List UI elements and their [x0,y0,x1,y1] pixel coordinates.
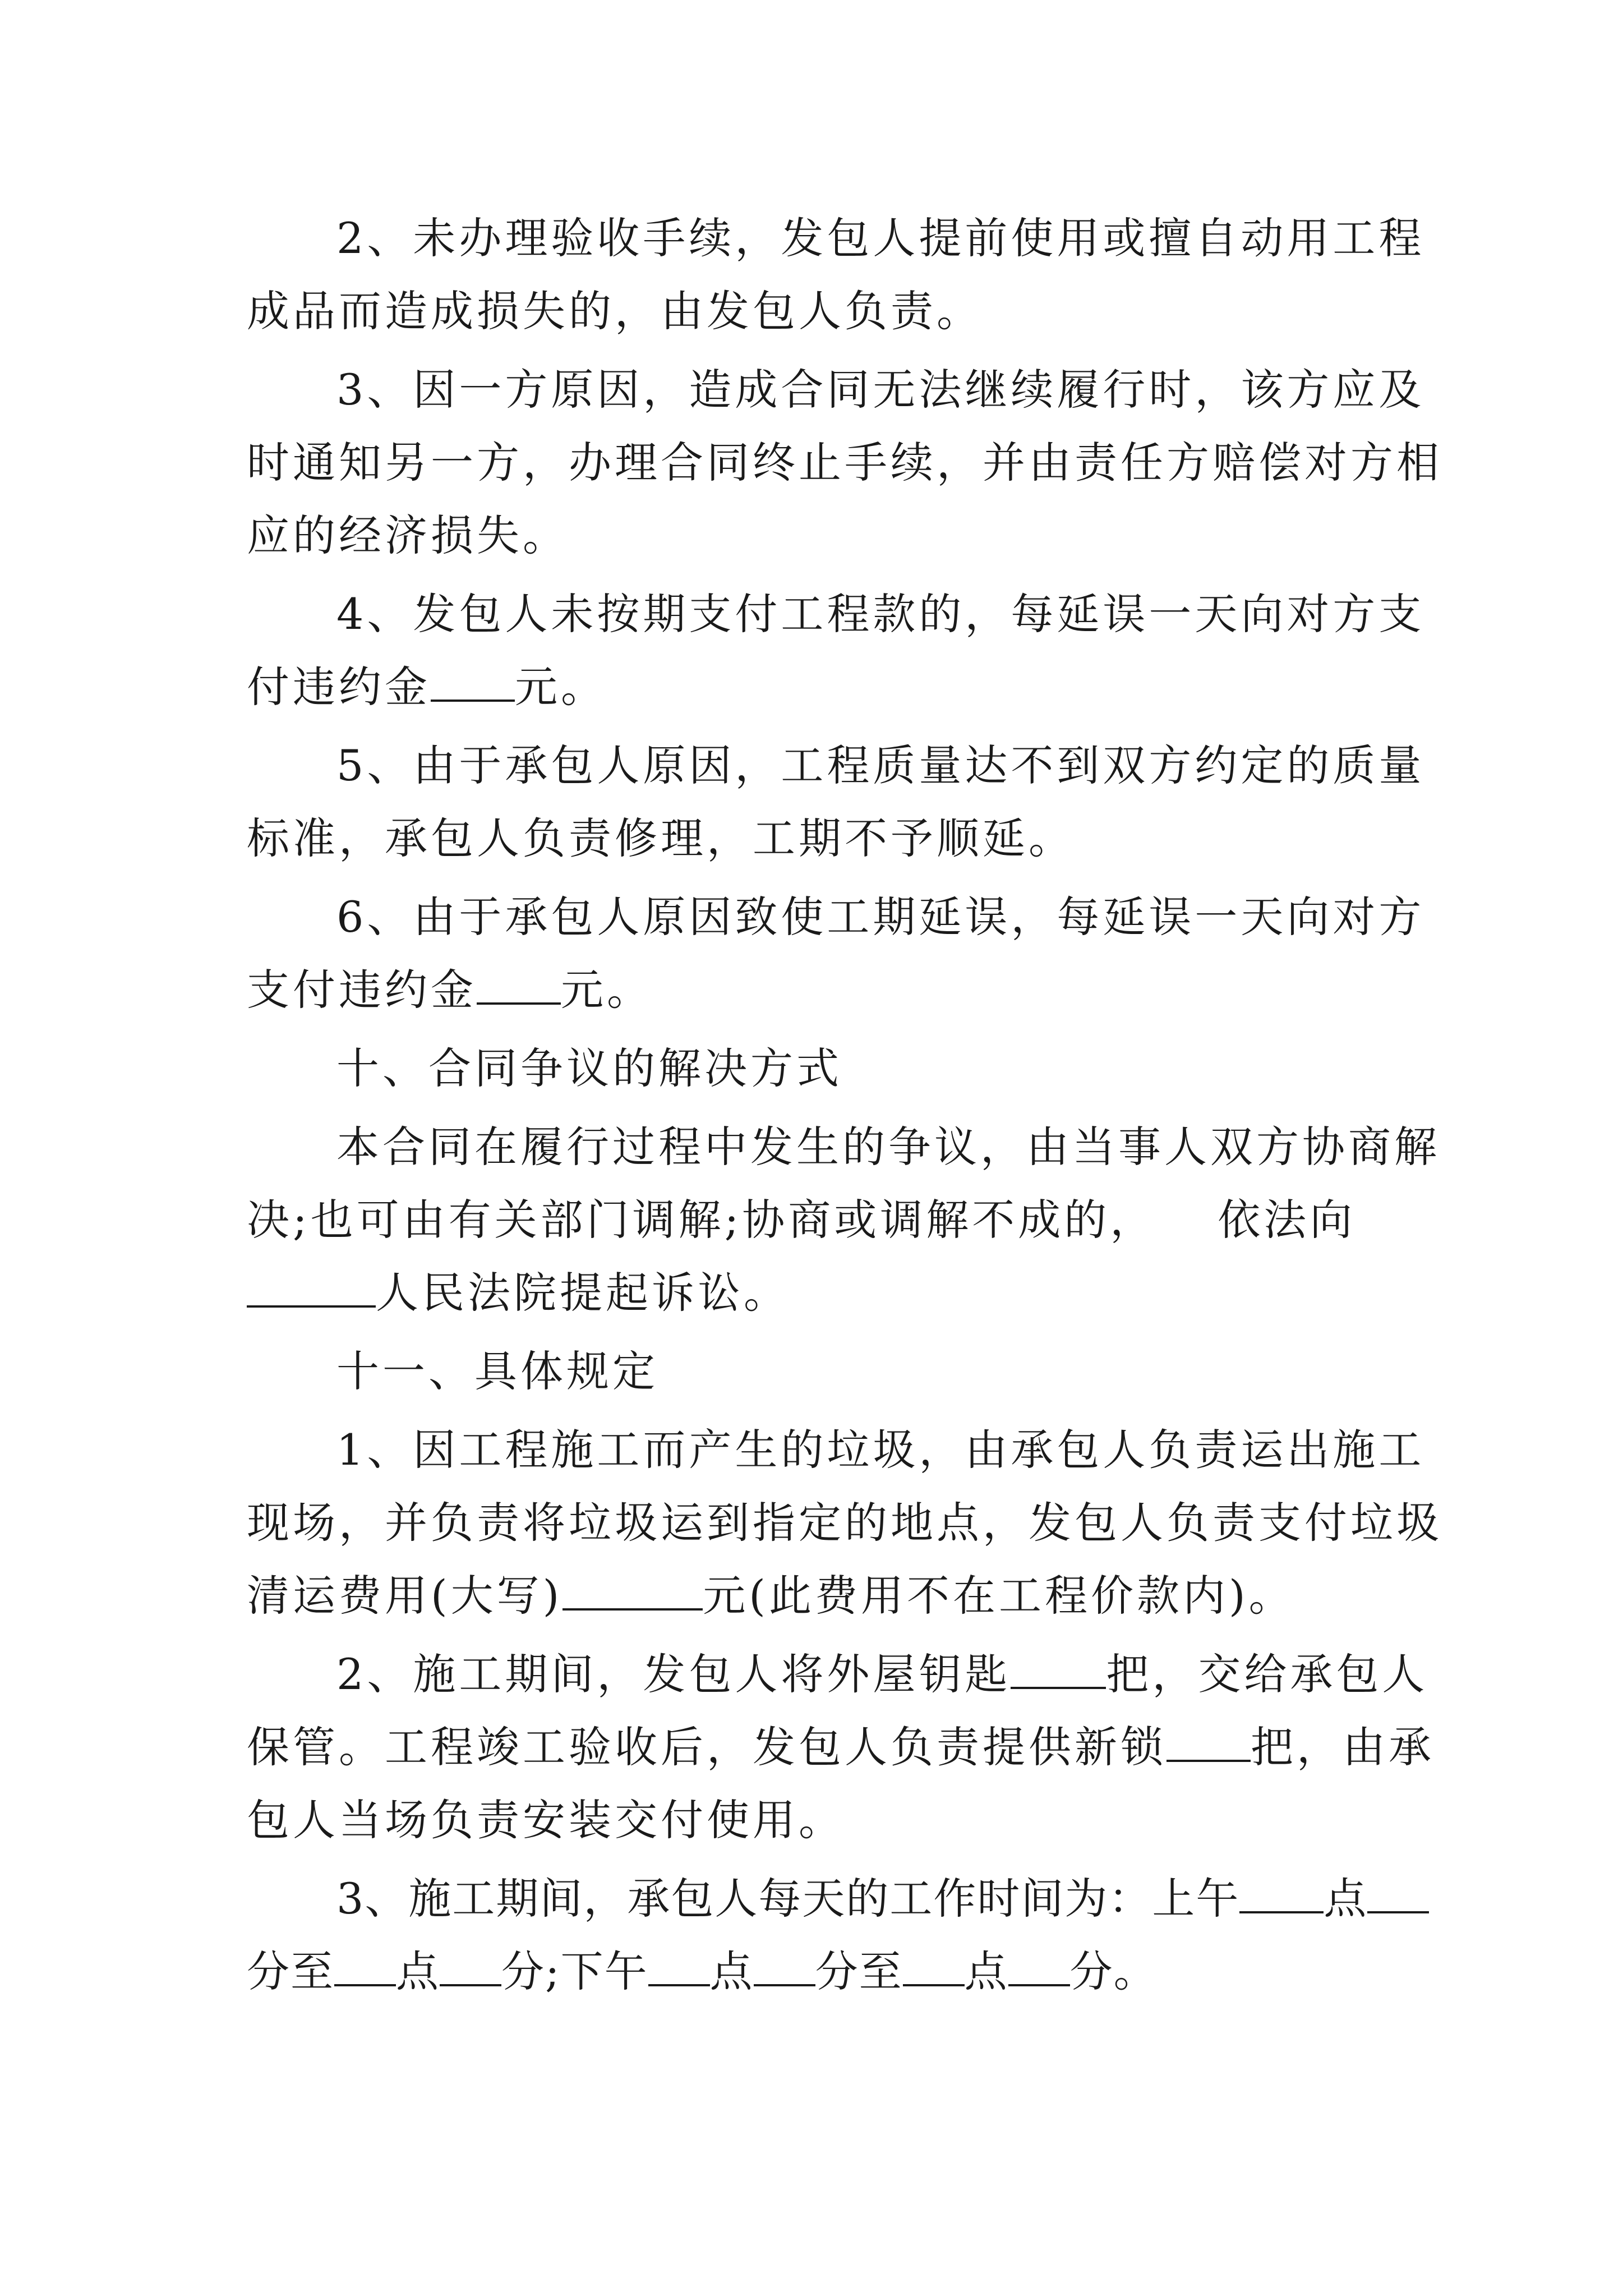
fill-in-blank [1166,1720,1251,1762]
text-line [247,656,607,718]
text-line: 5、由于承包人原因，工程质量达不到双方约定的质量 [336,740,1425,790]
text-fragment: 点 [964,1947,1008,1996]
text-fragment: 决;也可由有关部门调解;协商或调解不成的， [247,1195,1156,1245]
text-fragment: 2、施工期间，发包人将外屋钥匙 [336,1649,1011,1699]
text-line: 4、发包人未按期支付工程款的，每延误一天向对方支 [336,589,1425,639]
fill-in-blank [754,1945,815,1986]
text-fragment: 点 [396,1947,440,1996]
text-fragment: 元(此费用不在工程价款内)。 [703,1571,1295,1621]
text-line [247,1717,1435,1778]
text-fragment: 付违约金 [247,662,431,712]
text-fragment: 把，由承 [1251,1722,1435,1772]
fill-in-blank [1011,1648,1106,1689]
text-fragment: 支付违约金 [247,965,477,1015]
fill-in-blank [477,963,561,1005]
text-fragment: 分至 [247,1947,334,1996]
text-fragment: 分;下午 [501,1947,648,1996]
text-fragment: 点 [1324,1874,1368,1924]
text-fragment: 分至 [815,1947,903,1996]
text-line: 时通知另一方，办理合同终止手续，并由责任方赔偿对方相 [247,438,1442,487]
text-line: 应的经济损失。 [247,510,569,560]
text-line [247,1262,790,1324]
text-fragment: 保管。工程竣工验收后，发包人负责提供新锁 [247,1722,1166,1772]
text-line: 现场，并负责将垃圾运到指定的地点，发包人负责支付垃圾 [247,1498,1442,1548]
text-fragment: 分。 [1069,1947,1158,1996]
section-heading: 十、合同争议的解决方式 [336,1043,842,1093]
text-line: 本合同在履行过程中发生的争议，由当事人双方协商解 [336,1122,1440,1172]
text-line [336,1644,1428,1705]
fill-in-blank [431,660,515,702]
text-line [247,1565,1295,1627]
text-line: 3、因一方原因，造成合同无法继续履行时，该方应及 [336,365,1425,415]
text-line [247,1941,1158,2003]
text-fragment: 点 [709,1947,754,1996]
text-fragment: 人民法院提起诉讼。 [376,1268,790,1318]
text-line [247,959,653,1021]
text-line: 标准，承包人负责修理，工期不予顺延。 [247,813,1075,863]
section-heading: 十一、具体规定 [336,1346,658,1396]
text-fragment: 3、施工期间，承包人每天的工作时间为：上午 [336,1874,1240,1924]
text-fragment: 清运费用(大写) [247,1571,563,1621]
fill-in-blank [247,1266,376,1308]
text-line: 成品而造成损失的，由发包人负责。 [247,286,983,336]
text-fragment: 元。 [561,965,653,1015]
fill-in-blank [440,1945,501,1986]
fill-in-blank [1367,1872,1429,1913]
fill-in-blank [334,1945,396,1986]
text-line: 6、由于承包人原因致使工期延误，每延误一天向对方 [336,892,1425,942]
text-line [336,1868,1429,1930]
fill-in-blank [903,1945,965,1986]
text-line: 1、因工程施工而产生的垃圾，由承包人负责运出施工 [336,1425,1425,1475]
text-line: 包人当场负责安装交付使用。 [247,1795,845,1845]
text-line [247,1189,1355,1251]
fill-in-blank [648,1945,710,1986]
fill-in-blank [562,1569,703,1611]
text-fragment: 元。 [515,662,607,712]
fill-in-blank [1008,1945,1070,1986]
fill-in-blank [1239,1872,1324,1913]
text-line: 2、未办理验收手续，发包人提前使用或擅自动用工程 [336,213,1425,263]
text-fragment: 依法向 [1218,1195,1356,1245]
text-fragment: 把，交给承包人 [1106,1649,1428,1699]
